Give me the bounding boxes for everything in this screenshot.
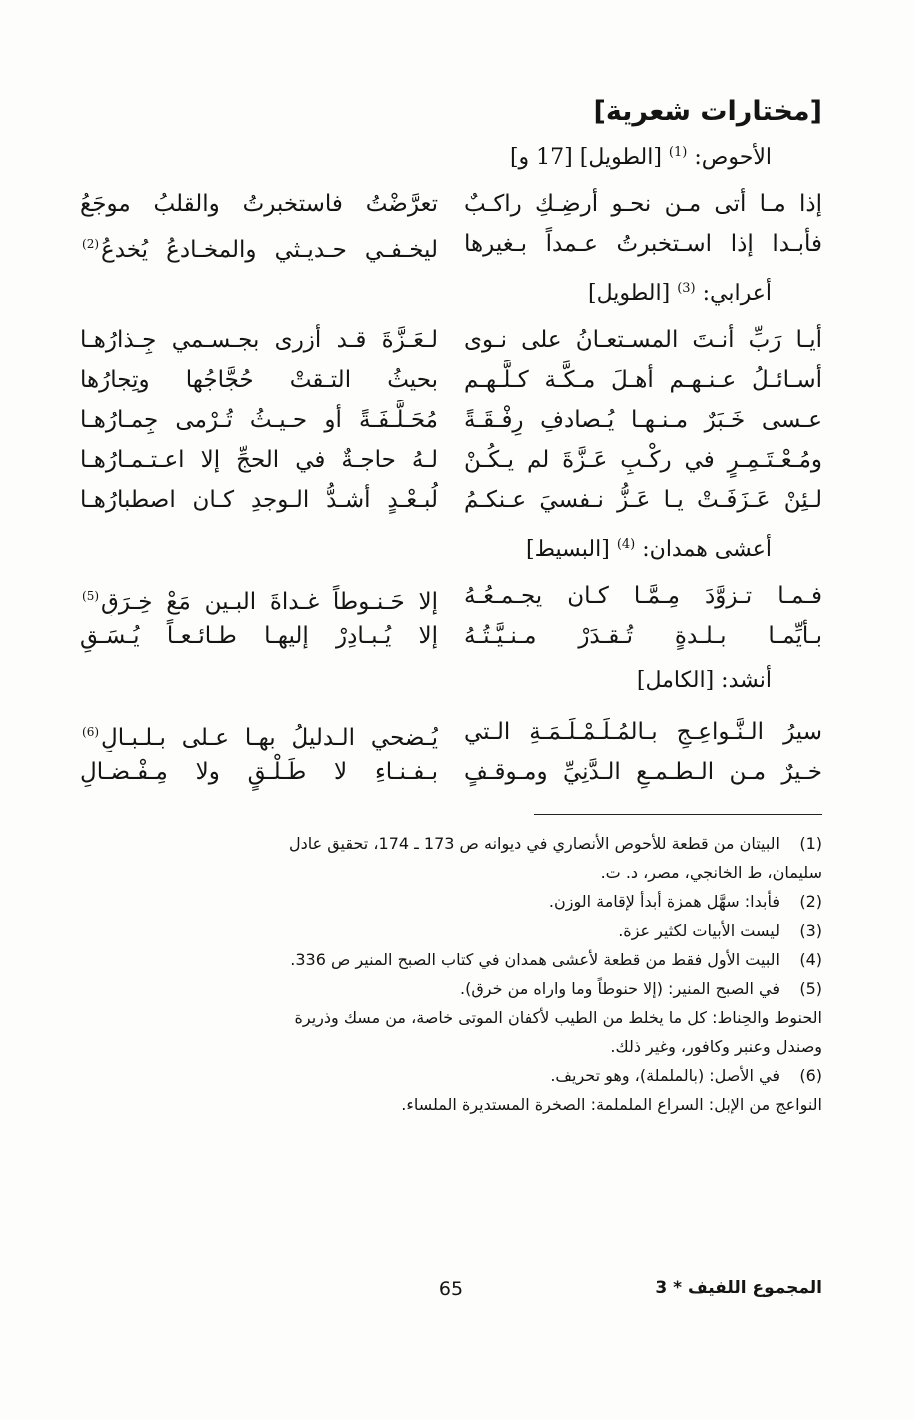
- verse-line: [80, 360, 822, 400]
- footnote: [80, 887, 822, 916]
- second-hemistich-text: إلا حَـنـوطاً غـداةَ البـينِ مَعْ خِـرَقِ: [101, 589, 438, 615]
- footnote: [80, 916, 822, 945]
- first-hemistich: لـئِنْ عَـزَفَـتْ يـا عَـزُّ نـفسيَ عـنكـمُ: [464, 487, 822, 513]
- poem-meter: [الكامل]: [636, 668, 715, 693]
- second-hemistich-text: لـعَـزَّةَ قـد أزرى بجـسـمي جِـذارُهـا: [80, 327, 438, 353]
- second-hemistich-text: لـهُ حاجـةٌ في الحجِّ إلا اعـتـمـارُهـا: [80, 447, 438, 473]
- poem-meter: [البسيط]: [526, 537, 610, 562]
- page-number: 65: [438, 1278, 464, 1300]
- second-hemistich: [80, 400, 438, 440]
- second-hemistich-text: مُحَـلَّـفَـةً أو حـيـثُ تُـرْمى جِمـارُهـا: [80, 407, 438, 433]
- second-hemistich-text: بـفـنـاءِ لا طَـلْـقٍ ولا مِـفْـضـالِ: [80, 759, 438, 785]
- second-hemistich: [80, 712, 438, 752]
- footnotes: [80, 829, 822, 1119]
- first-hemistich: أسـائـلُ عـنـهـم أهـلَ مـكَّـة كـلَّـهـم: [464, 367, 822, 393]
- poet-heading: [80, 136, 822, 184]
- footnote: [80, 829, 822, 858]
- footnote-text: البيت الأول فقط من قطعة لأعشى همدان في كتاب الصبح المنير ص 336.: [290, 950, 780, 969]
- verse-line: [80, 616, 822, 656]
- footnote-ref: (2): [82, 237, 100, 251]
- second-hemistich-text: بحيثُ التـقتْ حُجَّاجُها وتِجارُها: [80, 367, 438, 393]
- footnote-number: (4): [799, 950, 822, 969]
- first-hemistich: عـسى خَـبَرٌ مـنـهـا يُـصادفِ رِفْـقَـةً: [464, 407, 822, 433]
- footnote-continuation: النواعج من الإبل: السراع الململمة: الصخرة المستديرة الملساء.: [401, 1095, 822, 1114]
- first-hemistich: إذا مـا أتى مـن نحـو أرضِـكِ راكـبٌ: [464, 191, 822, 217]
- verse-line: [80, 712, 822, 752]
- poet-name: الأحوص:: [694, 145, 772, 170]
- second-hemistich: [80, 224, 438, 264]
- footnote-text: فأبدا: سهَّل همزة أبدأ لإقامة الوزن.: [548, 892, 780, 911]
- footnote-ref: (5): [82, 589, 100, 603]
- footnote-text: في الصبح المنير: (إلا حنوطاً وما واراه من خرق).: [460, 979, 780, 998]
- poet-heading: [80, 272, 822, 320]
- footnote-continuation: الحنوط والحِناط: كل ما يخلط من الطيب لأكفان الموتى خاصة، من مسك وذريرة: [294, 1008, 822, 1027]
- second-hemistich: [80, 576, 438, 616]
- verse-line: [80, 320, 822, 360]
- book-title: المجموع اللفيف * 3: [655, 1278, 822, 1298]
- page-content: [80, 92, 822, 1119]
- second-hemistich: [80, 360, 438, 400]
- verse-line: [80, 480, 822, 520]
- verse-line: [80, 752, 822, 792]
- second-hemistich-text: لُبـعْـدٍ أشـدُّ الـوجدِ كـان اصطبارُهـا: [80, 487, 438, 513]
- second-hemistich: [80, 752, 438, 792]
- second-hemistich: [80, 616, 438, 656]
- first-hemistich: بـأيِّمـا بـلـدةٍ تُـقـدَرْ مـنـيَّـتُـهُ: [464, 623, 822, 649]
- second-hemistich: [80, 440, 438, 480]
- poem-meter: [الطويل] [17 و]: [509, 145, 662, 170]
- verse-line: [80, 184, 822, 224]
- poet-name: أعشى همدان:: [642, 537, 772, 562]
- first-hemistich: أيـا رَبِّ أنـتَ المسـتعـانُ على نـوى: [464, 327, 822, 353]
- poet-heading: [80, 528, 822, 576]
- footnote-continuation: وصندل وعنبر وكافور، وغير ذلك.: [610, 1037, 822, 1056]
- footnote-separator: [534, 814, 822, 815]
- poet-name: أعرابي:: [702, 281, 772, 306]
- second-hemistich: [80, 320, 438, 360]
- footnote-ref: (6): [82, 725, 100, 739]
- footnote-text: ليست الأبيات لكثير عزة.: [618, 921, 780, 940]
- poet-heading: [80, 664, 822, 712]
- footnote-number: (6): [799, 1066, 822, 1085]
- verse-line: [80, 224, 822, 264]
- footnote-text: البيتان من قطعة للأحوص الأنصاري في ديوانه ص 173 ـ 174، تحقيق عادل: [288, 834, 780, 853]
- second-hemistich-text: تعرَّضْتُ فاستخبرتُ والقلبُ موجَعُ: [80, 191, 438, 217]
- first-hemistich: سيرُ الـنَّـواعِـجِ بـالمُـلَـمْـلَـمَـةِ الـتي: [464, 719, 822, 745]
- footnote-number: (5): [799, 979, 822, 998]
- footnote: [80, 945, 822, 974]
- footnote-text: في الأصل: (بالململة)، وهو تحريف.: [550, 1066, 780, 1085]
- footnote: [80, 974, 822, 1003]
- first-hemistich: ومُـعْـتَـمِـرٍ في ركْـبِ عَـزَّةَ لم يـكُـنْ: [464, 447, 822, 473]
- footnote-ref: (3): [677, 281, 696, 296]
- second-hemistich-text: ليخـفـي حـديـثي والمخـادعُ يُخدعُ: [101, 237, 438, 263]
- footnote-ref: (4): [616, 537, 636, 552]
- poem-sections: [80, 136, 822, 792]
- footnote-ref: (1): [668, 145, 688, 160]
- second-hemistich: [80, 480, 438, 520]
- second-hemistich-text: إلا يُـبـادِرْ إليهـا طـائـعـاً يُـسَـقِ: [80, 623, 438, 649]
- first-hemistich: خـيرٌ مـن الـطـمـعِ الـدَّنِيِّ ومـوقـفٍ: [464, 759, 822, 785]
- footnote-number: (3): [799, 921, 822, 940]
- verse-line: [80, 440, 822, 480]
- second-hemistich-text: يُـضحي الـدليلُ بهـا عـلى بـلـبـالِ: [101, 725, 438, 751]
- footnote-continuation: سليمان، ط الخانجي، مصر، د. ت.: [600, 863, 822, 882]
- footnote-number: (2): [799, 892, 822, 911]
- page-title: [مختارات شعرية]: [593, 96, 822, 127]
- first-hemistich: فأبـدا إذا اسـتخبرتُ عـمداً بـغيرها: [464, 231, 822, 257]
- second-hemistich: [80, 184, 438, 224]
- verse-line: [80, 400, 822, 440]
- verse-line: [80, 576, 822, 616]
- footnote-number: (1): [799, 834, 822, 853]
- first-hemistich: فـمـا تـزوَّدَ مِـمَّـا كـان يجـمـعُـهُ: [464, 583, 822, 609]
- footnote: [80, 1061, 822, 1090]
- poem-meter: [الطويل]: [588, 281, 671, 306]
- page-footer: [80, 1278, 822, 1308]
- poet-name: أنشد:: [721, 668, 772, 693]
